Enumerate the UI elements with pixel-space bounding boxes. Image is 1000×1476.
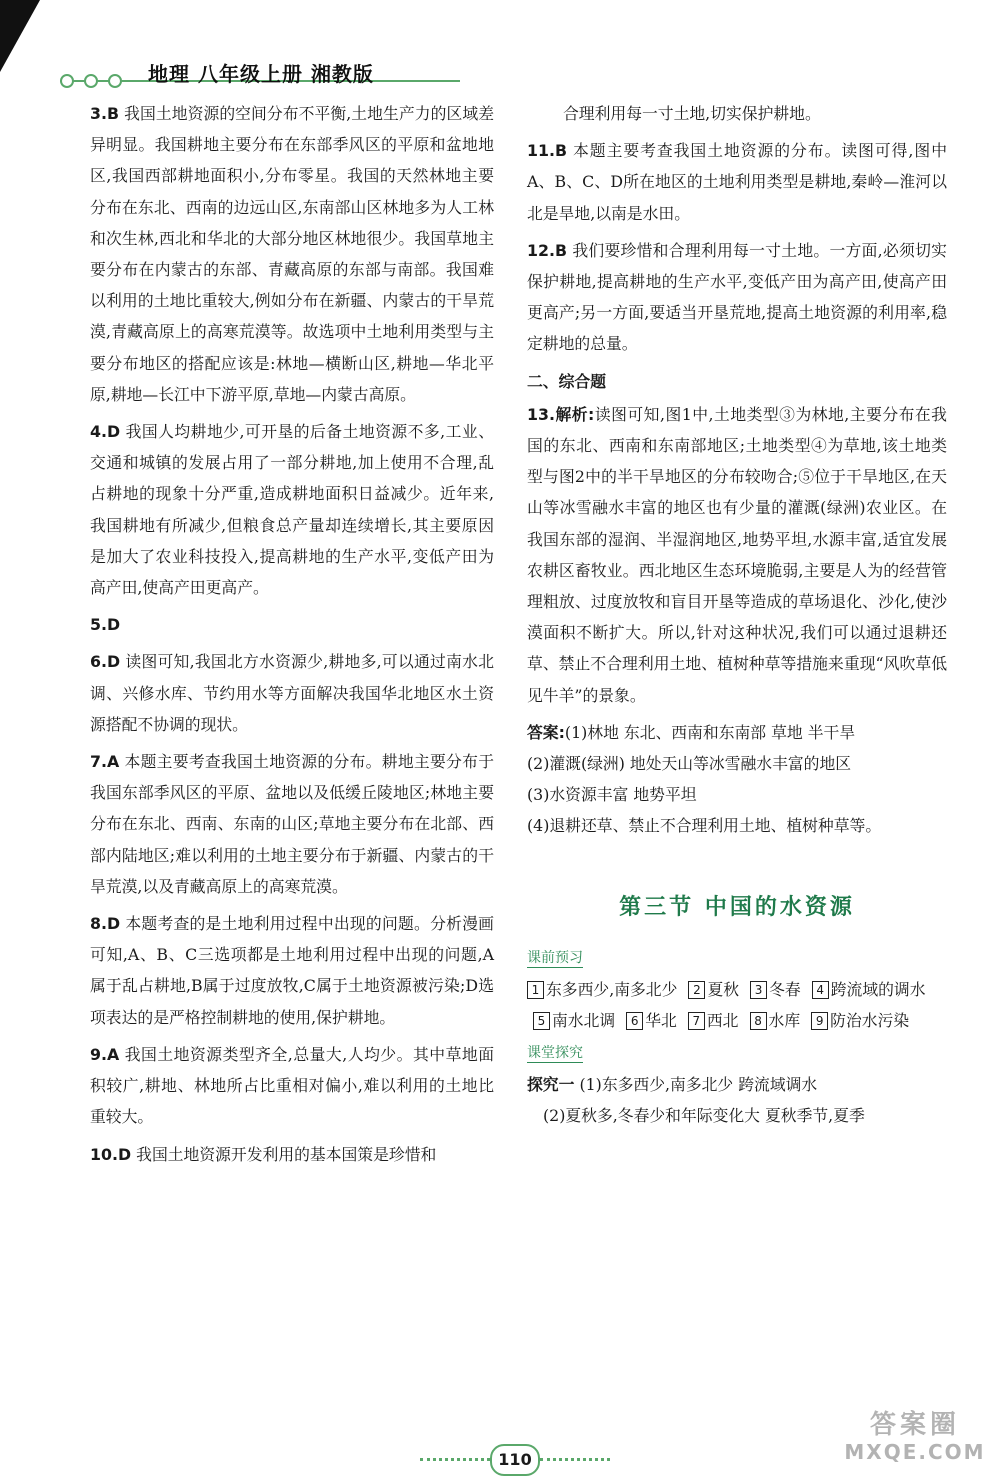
- answer-item: [527, 399, 947, 711]
- header-title: 地理 八年级上册 湘教版: [148, 62, 374, 86]
- box-number: 6: [626, 1012, 643, 1030]
- preview-answer: 冬春: [769, 979, 801, 999]
- question-number: 8.D: [90, 914, 121, 934]
- answer-item: [90, 1039, 494, 1133]
- box-number: 4: [812, 981, 829, 999]
- explanation-text: 我国土地资源类型齐全,总量大,人均少。其中草地面积较广,耕地、林地所占比重相对偏小,难以利用的土地比重较大。: [90, 1044, 494, 1127]
- answer-block: [527, 717, 947, 842]
- answer-item: [527, 135, 947, 229]
- question-number: 5.D: [90, 615, 121, 635]
- explore-text: (1)东多西少,南多北少 跨流域调水: [579, 1075, 818, 1095]
- watermark-cn: 答案圈: [869, 1410, 960, 1440]
- question-number: 11.B: [527, 141, 568, 161]
- box-number: 7: [688, 1012, 705, 1030]
- preview-answer: 跨流域的调水: [830, 979, 926, 999]
- answer-item: [90, 609, 494, 640]
- answer-line: (4)退耕还草、禁止不合理利用土地、植树种草等。: [527, 816, 882, 836]
- box-number: 9: [811, 1012, 828, 1030]
- analysis-label: 解析:: [554, 404, 595, 424]
- answer-item: [90, 98, 494, 410]
- page-footer: [410, 1444, 620, 1476]
- answer-item: [90, 646, 494, 740]
- continuation-text: 合理利用每一寸土地,切实保护耕地。: [563, 104, 821, 123]
- preview-answer: 水库: [768, 1011, 801, 1031]
- explanation-text: 我国人均耕地少,可开垦的后备土地资源不多,工业、交通和城镇的发展占用了一部分耕地,加上使用不合理,乱占耕地的现象十分严重,造成耕地面积日益减少。近年来,我国耕地有所减少,但粮食总产量却连续增长,其主要原因是加大了农业科技投入,提高耕地的生产水平,变低产田为高产田,使高产田更高产。: [90, 422, 494, 598]
- watermark: [840, 1410, 990, 1472]
- page-number: 110: [490, 1444, 540, 1476]
- box-number: 5: [533, 1012, 550, 1030]
- answer-text: (1)林地 东北、西南和东南部 草地 半干旱: [564, 722, 856, 742]
- explanation-text: 读图可知,我国北方水资源少,耕地多,可以通过南水北调、兴修水库、节约用水等方面解决我国华北地区水土资源搭配不协调的现状。: [90, 652, 494, 734]
- question-number: 9.A: [90, 1044, 120, 1064]
- answer-label: 答案:: [527, 722, 565, 742]
- corner-decoration: [0, 0, 40, 72]
- question-number: 7.A: [90, 752, 120, 772]
- answer-line: [527, 717, 947, 748]
- answer-item: [90, 908, 494, 1033]
- preview-answer: 南水北调: [552, 1011, 616, 1031]
- preview-answer: 夏秋: [707, 979, 740, 999]
- header-dots: [60, 73, 132, 92]
- question-number: 6.D: [90, 652, 121, 672]
- explore-line: [527, 1069, 947, 1100]
- explore-label: 课堂探究: [527, 1045, 583, 1062]
- chapter-title: 第三节 中国的水资源: [619, 894, 855, 920]
- explanation-text: 我国土地资源开发利用的基本国策是珍惜和: [136, 1144, 437, 1164]
- explanation-text: 本题考查的是土地利用过程中出现的问题。分析漫画可知,A、B、C三选项都是土地利用过程中出现的问题,A属于乱占耕地,B属于过度放牧,C属于土地资源被污染;D选项表达的是严格控制耕地的使用,保护耕地。: [90, 914, 494, 1027]
- question-number: 12.B: [527, 240, 568, 260]
- explore-title: 探究一: [527, 1075, 575, 1095]
- question-number: 4.D: [90, 422, 121, 442]
- answer-line: (2)灌溉(绿洲) 地处天山等冰雪融水丰富的地区: [527, 754, 852, 774]
- question-number: 13.: [527, 404, 555, 424]
- explanation-text: 我国土地资源的空间分布不平衡,土地生产力的区域差异明显。我国耕地主要分布在东部季风区的平原和盆地地区,我国西部耕地面积小,分布零星。我国的天然林地主要分布在东北、西南的边远山区,东南部山区林地多为人工林和次生林,西北和华北的大部分地区林地很少。我国草地主要分布在内蒙古的东部、青藏高原的东部与南部。我国难以利用的土地比重较大,例如分布在新疆、内蒙古的干旱荒漠,青藏高原上的高寒荒漠等。故选项中土地利用类型与主要分布地区的搭配应该是:林地—横断山区,耕地—华北平原,耕地—长江中下游平原,草地—内蒙古高原。: [90, 104, 494, 404]
- preview-answer: 防治水污染: [830, 1011, 910, 1031]
- right-column: [527, 98, 947, 1132]
- preview-answer: 东多西少,南多北少: [546, 979, 678, 999]
- preview-answer: 西北: [706, 1011, 739, 1031]
- box-number: 3: [750, 981, 767, 999]
- preview-answer: 华北: [645, 1011, 677, 1031]
- explanation-text: 我们要珍惜和合理利用每一寸土地。一方面,必须切实保护耕地,提高耕地的生产水平,变低产田为高产田,使高产田更高产;另一方面,要适当开垦荒地,提高土地资源的利用率,稳定耕地的总量。: [527, 240, 947, 354]
- footer-dots-right: [540, 1458, 610, 1461]
- box-number: 2: [688, 981, 705, 999]
- answer-item: [90, 746, 494, 902]
- answer-item: [90, 1139, 494, 1170]
- answer-item: [527, 235, 947, 360]
- explore-line: (2)夏秋多,冬春少和年际变化大 夏秋季节,夏季: [543, 1106, 865, 1126]
- explanation-text: 读图可知,图1中,土地类型③为林地,主要分布在我国的东北、西南和东南部地区;土地类型④为草地,该土地类型与图2中的半干旱地区的分布较吻合;⑤位于干旱地区,在天山等冰雪融水丰富的地区也有少量的灌溉(绿洲)农业区。在我国东部的湿润、半湿润地区,地势平坦,水源丰富,适宜发展农耕区畜牧业。西北地区生态环境脆弱,主要是人为的经营管理粗放、过度放牧和盲目开垦等造成的草场退化、沙化,使沙漠面积不断扩大。所以,针对这种状况,我们可以通过退耕还草、禁止不合理利用土地、植树种草等措施来重现“风吹草低见牛羊”的景象。: [527, 404, 947, 705]
- footer-dots-left: [420, 1458, 490, 1461]
- preview-line: [527, 974, 947, 1036]
- preview-answers: [527, 974, 947, 1036]
- watermark-en: MXQE.COM: [844, 1440, 986, 1464]
- question-number: 10.D: [90, 1144, 132, 1164]
- question-number: 3.B: [90, 104, 120, 123]
- left-column: [90, 98, 494, 1176]
- explanation-text: 本题主要考查我国土地资源的分布。耕地主要分布于我国东部季风区的平原、盆地以及低缓丘陵地区;林地主要分布在东北、西南、东南的山区;草地主要分布在北部、西部内陆地区;难以利用的土地主要分布于新疆、内蒙古的干旱荒漠,以及青藏高原上的高寒荒漠。: [90, 752, 494, 896]
- explanation-text: 本题主要考查我国土地资源的分布。读图可得,图中A、B、C、D所在地区的土地利用类型是耕地,秦岭—淮河以北是旱地,以南是水田。: [527, 141, 947, 223]
- answer-line: (3)水资源丰富 地势平坦: [527, 785, 697, 805]
- box-number: 8: [750, 1012, 767, 1030]
- box-number: 1: [527, 981, 544, 999]
- preview-label: 课前预习: [527, 949, 583, 966]
- page-header: [60, 56, 480, 92]
- answer-item: [90, 416, 494, 603]
- section-heading: 二、综合题: [527, 371, 606, 391]
